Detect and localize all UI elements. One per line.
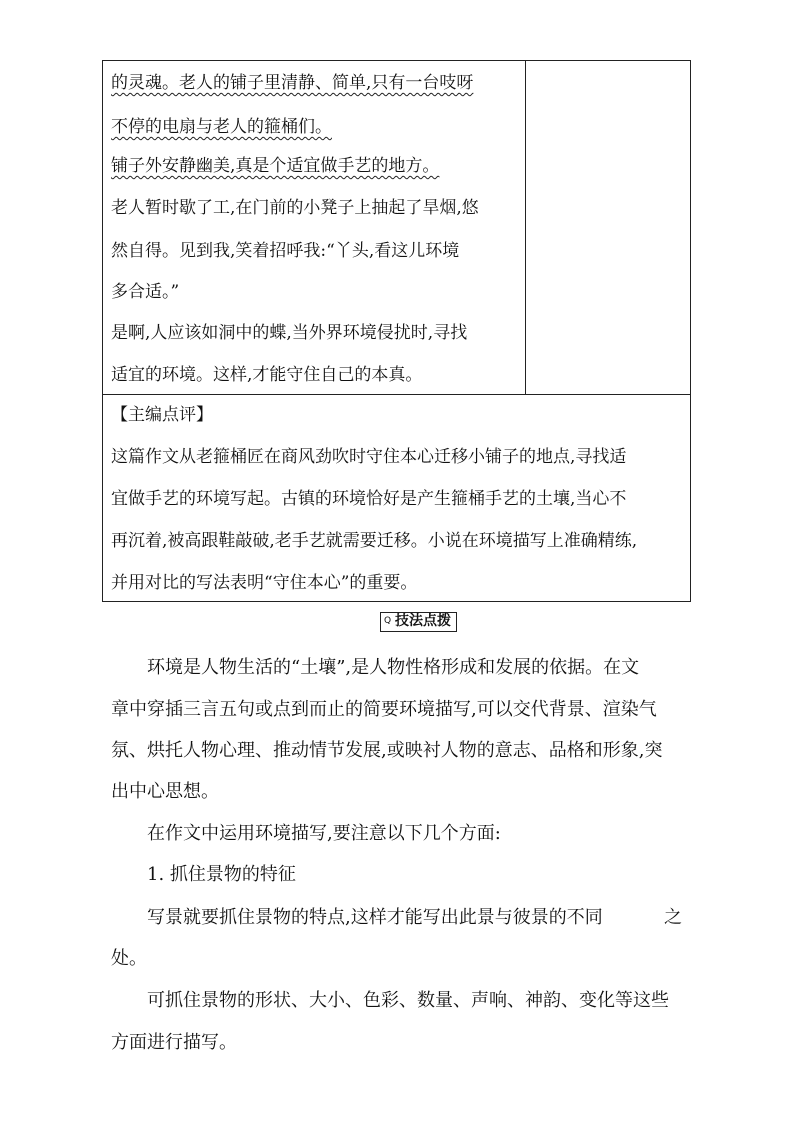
paragraph-4-line-1: 可抓住景物的形状、大小、色彩、数量、声响、神韵、变化等这些 bbox=[147, 990, 669, 1011]
essay-line-6: 多合适。” bbox=[111, 282, 180, 302]
badge-label: 技法点拨 bbox=[395, 613, 451, 629]
paragraph-3-line-2: 处。 bbox=[111, 948, 147, 969]
essay-line-3: 铺子外安静幽美,真是个适宜做手艺的地方。 bbox=[111, 156, 440, 176]
paragraph-1-line-3: 氛、烘托人物心理、推动情节发展,或映衬人物的意志、品格和形象,突 bbox=[111, 740, 663, 761]
badge-mark-icon: Q bbox=[384, 616, 392, 626]
essay-line-7: 是啊,人应该如洞中的蝶,当外界环境侵扰时,寻找 bbox=[111, 323, 468, 343]
paragraph-3-line-1: 写景就要抓住景物的特点,这样才能写出此景与彼景的不同 bbox=[147, 907, 603, 928]
essay-line-4: 老人暂时歇了工,在门前的小凳子上抽起了旱烟,悠 bbox=[111, 198, 479, 218]
comment-line-2: 宜做手艺的环境写起。古镇的环境恰好是产生箍桶手艺的土壤,当心不 bbox=[111, 489, 627, 509]
comment-line-1: 这篇作文从老箍桶匠在商风劲吹时守住本心迁移小铺子的地点,寻找适 bbox=[111, 447, 627, 467]
essay-line-8: 适宜的环境。这样,才能守住自己的本真。 bbox=[111, 365, 423, 385]
section-heading-1: 1. 抓住景物的特征 bbox=[147, 864, 296, 885]
paragraph-1-line-4: 出中心思想。 bbox=[111, 781, 219, 802]
essay-line-1: 的灵魂。老人的铺子里清静、简单,只有一台吱呀 bbox=[111, 73, 474, 93]
essay-line-2: 不停的电扇与老人的箍桶们。 bbox=[111, 117, 332, 137]
section-badge bbox=[380, 612, 457, 632]
table-row-divider bbox=[103, 394, 690, 395]
paragraph-4-line-2: 方面进行描写。 bbox=[111, 1032, 237, 1053]
comment-heading: 【主编点评】 bbox=[111, 405, 213, 425]
paragraph-1-line-2: 章中穿插三言五句或点到而止的简要环境描写,可以交代背景、渲染气 bbox=[111, 699, 657, 720]
paragraph-1-line-1: 环境是人物生活的“土壤”,是人物性格形成和发展的依据。在文 bbox=[147, 657, 640, 678]
comment-line-4: 并用对比的写法表明“守住本心”的重要。 bbox=[111, 573, 418, 593]
paragraph-3-line-1-end: 之 bbox=[664, 907, 682, 928]
paragraph-2: 在作文中运用环境描写,要注意以下几个方面: bbox=[147, 823, 501, 844]
table-column-divider bbox=[525, 61, 526, 394]
comment-line-3: 再沉着,被高跟鞋敲破,老手艺就需要迁移。小说在环境描写上准确精练, bbox=[111, 531, 638, 551]
essay-table bbox=[102, 60, 691, 602]
essay-line-5: 然自得。见到我,笑着招呼我:“丫头,看这儿环境 bbox=[111, 241, 460, 261]
